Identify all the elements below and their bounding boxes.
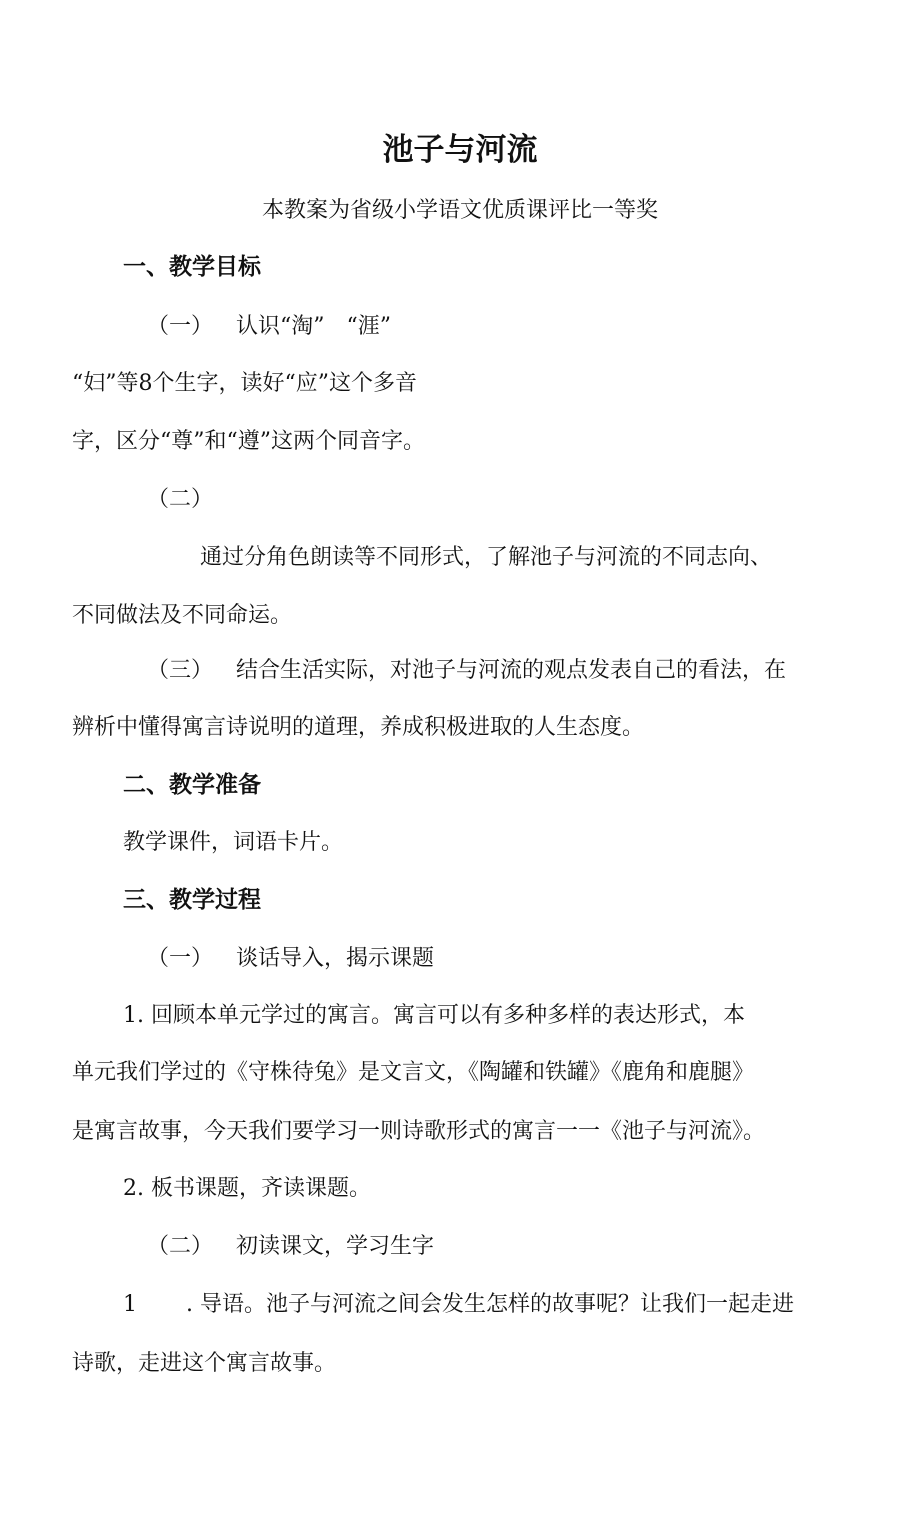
item-3-text-line-1: 结合生活实际，对池子与河流的观点发表自己的看法，在 [236, 658, 787, 683]
teaching-prep-text: 教学课件，词语卡片。 [123, 830, 344, 855]
part-number-2: （二） [147, 1234, 214, 1259]
part-number-1: （一） [147, 946, 214, 971]
item-3-text-line-2: 辨析中懂得寓言诗说明的道理，养成积极进取的人生态度。 [72, 715, 645, 740]
item-1-text-line-2: “妇”等8个生字，读好“应”这个多音 [72, 371, 417, 396]
paragraph-2-line: 2. 板书课题，齐读课题。 [123, 1176, 371, 1201]
paragraph-3-line-1: . 导语。池子与河流之间会发生怎样的故事呢？让我们一起走进 [186, 1292, 794, 1317]
item-1-text-line-1: 认识“淘” “涯” [236, 314, 391, 339]
paragraph-3-line-2: 诗歌，走进这个寓言故事。 [72, 1351, 337, 1376]
item-2-text-line-2: 不同做法及不同命运。 [72, 603, 293, 628]
item-number-1: （一） [147, 314, 214, 339]
item-number-3: （三） [147, 658, 214, 683]
document-subtitle: 本教案为省级小学语文优质课评比一等奖 [261, 198, 658, 223]
section-heading-teaching-prep: 二、教学准备 [123, 772, 261, 798]
item-1-text-line-3: 字，区分“尊”和“遵”这两个同音字。 [72, 429, 425, 454]
paragraph-1-line-3: 是寓言故事，今天我们要学习一则诗歌形式的寓言一一《池子与河流》。 [72, 1119, 766, 1144]
item-number-2: （二） [147, 487, 214, 512]
paragraph-3-number: 1 [123, 1292, 137, 1317]
section-heading-teaching-goals: 一、教学目标 [123, 254, 261, 280]
paragraph-1-line-2: 单元我们学过的《守株待兔》是文言文，《陶罐和铁罐》《鹿角和鹿腿》 [72, 1060, 755, 1085]
section-heading-teaching-process: 三、教学过程 [123, 887, 261, 913]
item-2-text-line-1: 通过分角色朗读等不同形式，了解池子与河流的不同志向、 [200, 545, 773, 570]
document-title: 池子与河流 [382, 132, 538, 168]
part-2-title: 初读课文，学习生字 [236, 1234, 435, 1259]
paragraph-1-line-1: 1. 回顾本单元学过的寓言。寓言可以有多种多样的表达形式，本 [123, 1003, 745, 1028]
part-1-title: 谈话导入，揭示课题 [236, 946, 435, 971]
